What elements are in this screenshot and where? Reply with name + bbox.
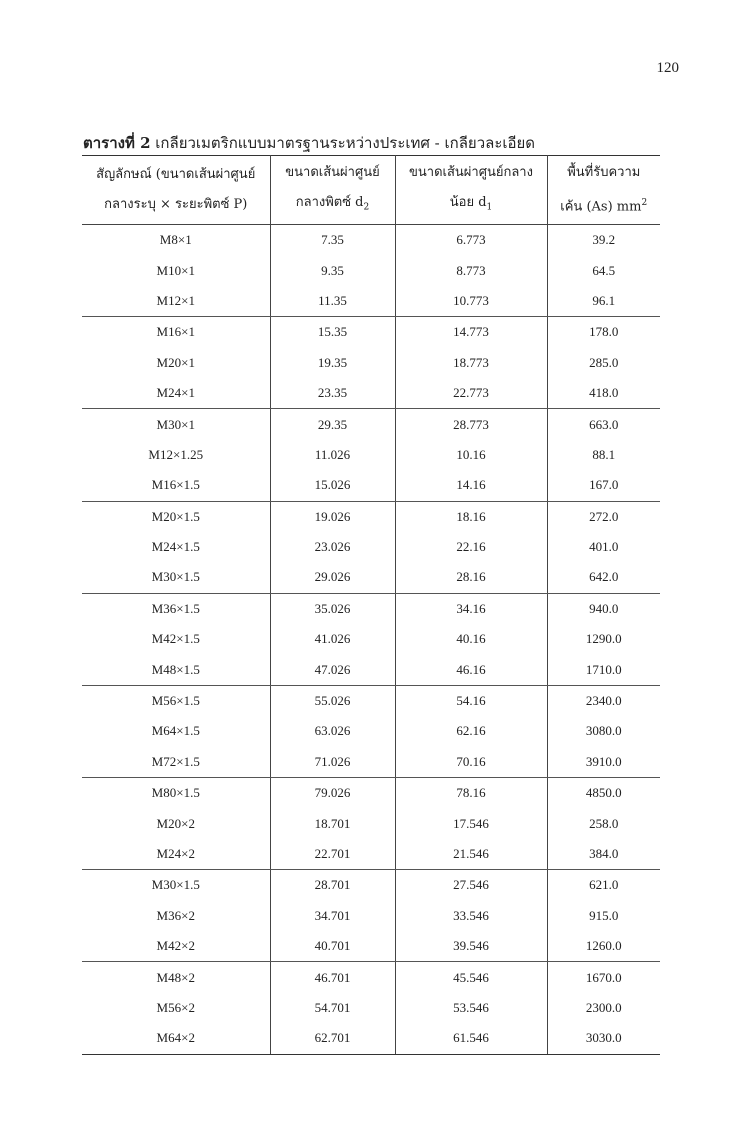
- cell-stress-area: 285.0: [589, 354, 619, 370]
- cell-stress-area: 915.0: [589, 907, 619, 923]
- cell-minor-diameter: 78.16: [395, 778, 547, 809]
- table-row: [82, 993, 660, 1023]
- cell-minor-diameter: 22.16: [395, 532, 547, 562]
- cell-minor-diameter: 33.546: [395, 901, 547, 931]
- cell-symbol: M10×1: [82, 255, 270, 285]
- cell-pitch-diameter: 29.35: [270, 409, 395, 440]
- cell-stress-area: 4850.0: [585, 785, 622, 801]
- cell-stress-area: 167.0: [547, 470, 660, 501]
- table-row: [82, 839, 660, 870]
- table-row: [82, 654, 660, 685]
- table-row: [82, 501, 660, 532]
- cell-stress-area: 940.0: [589, 600, 619, 616]
- table-row: [82, 225, 660, 256]
- cell-stress-area: 88.1: [592, 446, 616, 462]
- header-stress-area: พื้นที่รับความ เค้น (As) $mm^2$: [547, 156, 660, 225]
- cell-pitch-diameter: 11.026: [270, 440, 395, 470]
- table-row: [82, 532, 660, 562]
- cell-minor-diameter: 14.773: [395, 317, 547, 348]
- cell-pitch-diameter: 22.701: [270, 839, 395, 870]
- cell-minor-diameter: 22.773: [395, 378, 547, 409]
- cell-pitch-diameter: 63.026: [270, 716, 395, 746]
- cell-minor-diameter: 53.546: [395, 993, 547, 1023]
- cell-stress-area: 1670.0: [585, 969, 622, 985]
- cell-stress-area: 96.1: [547, 286, 660, 317]
- cell-pitch-diameter: 23.35: [270, 378, 395, 409]
- table-row: [82, 962, 660, 993]
- cell-stress-area: 418.0: [547, 378, 660, 409]
- table-row: [82, 593, 660, 624]
- cell-symbol: M8×1: [82, 225, 270, 256]
- table-row: [82, 286, 660, 317]
- cell-symbol: M30×1.5: [82, 562, 270, 593]
- cell-symbol: M30×1: [82, 409, 270, 440]
- cell-pitch-diameter: 15.026: [270, 470, 395, 501]
- table-row: [82, 716, 660, 746]
- cell-minor-diameter: 6.773: [395, 225, 547, 256]
- table-row: [82, 685, 660, 716]
- cell-minor-diameter: 28.16: [395, 562, 547, 593]
- table-row: [82, 440, 660, 470]
- header-pitch-diameter: ขนาดเส้นผ่าศูนย์ กลางพิตซ์ $d_2$: [270, 156, 395, 225]
- cell-minor-diameter: 46.16: [395, 654, 547, 685]
- cell-minor-diameter: 70.16: [395, 747, 547, 778]
- cell-stress-area: 3910.0: [547, 747, 660, 778]
- table-row: [82, 808, 660, 838]
- cell-pitch-diameter: 34.701: [270, 901, 395, 931]
- cell-symbol: M24×1: [82, 378, 270, 409]
- table-row: [82, 1023, 660, 1054]
- cell-symbol: M12×1.25: [82, 440, 270, 470]
- cell-symbol: M42×1.5: [82, 624, 270, 654]
- cell-pitch-diameter: 54.701: [270, 993, 395, 1023]
- cell-pitch-diameter: 7.35: [270, 225, 395, 256]
- cell-stress-area: 3030.0: [547, 1023, 660, 1054]
- table-row: [82, 624, 660, 654]
- cell-minor-diameter: 40.16: [395, 624, 547, 654]
- cell-pitch-diameter: 23.026: [270, 532, 395, 562]
- cell-pitch-diameter: 28.701: [270, 870, 395, 901]
- cell-minor-diameter: 17.546: [395, 808, 547, 838]
- cell-symbol: M80×1.5: [82, 778, 270, 809]
- caption-text: เกลียวเมตริกแบบมาตรฐานระหว่างประเทศ - เกลียวละเอียด: [155, 134, 536, 152]
- cell-symbol: M20×1.5: [82, 501, 270, 532]
- table-row: [82, 378, 660, 409]
- cell-symbol: M48×1.5: [82, 654, 270, 685]
- cell-pitch-diameter: 46.701: [270, 962, 395, 993]
- cell-symbol: M30×1.5: [82, 870, 270, 901]
- cell-minor-diameter: 10.16: [395, 440, 547, 470]
- cell-minor-diameter: 39.546: [395, 931, 547, 962]
- table-row: [82, 409, 660, 440]
- cell-stress-area: 2300.0: [585, 999, 622, 1015]
- caption-label: ตารางที่ 2: [83, 134, 151, 152]
- table-row: [82, 317, 660, 348]
- cell-minor-diameter: 62.16: [395, 716, 547, 746]
- cell-symbol: M48×2: [82, 962, 270, 993]
- cell-pitch-diameter: 35.026: [270, 593, 395, 624]
- cell-pitch-diameter: 18.701: [270, 808, 395, 838]
- table-row: [82, 348, 660, 378]
- cell-pitch-diameter: 55.026: [270, 685, 395, 716]
- cell-symbol: M20×2: [82, 808, 270, 838]
- cell-minor-diameter: 21.546: [395, 839, 547, 870]
- cell-minor-diameter: 54.16: [395, 685, 547, 716]
- cell-symbol: M64×2: [82, 1023, 270, 1054]
- cell-stress-area: 64.5: [592, 262, 616, 278]
- cell-pitch-diameter: 11.35: [270, 286, 395, 317]
- cell-stress-area: 621.0: [589, 877, 619, 893]
- header-row: [82, 156, 660, 225]
- cell-symbol: M64×1.5: [82, 716, 270, 746]
- cell-pitch-diameter: 41.026: [270, 624, 395, 654]
- cell-minor-diameter: 14.16: [395, 470, 547, 501]
- cell-pitch-diameter: 19.026: [270, 501, 395, 532]
- cell-pitch-diameter: 19.35: [270, 348, 395, 378]
- cell-minor-diameter: 18.16: [395, 501, 547, 532]
- table-row: [82, 470, 660, 501]
- cell-pitch-diameter: 71.026: [270, 747, 395, 778]
- cell-stress-area: 384.0: [547, 839, 660, 870]
- cell-symbol: M24×2: [82, 839, 270, 870]
- cell-pitch-diameter: 15.35: [270, 317, 395, 348]
- cell-symbol: M16×1: [82, 317, 270, 348]
- table-caption: [83, 131, 535, 155]
- table-row: [82, 747, 660, 778]
- cell-pitch-diameter: 9.35: [270, 255, 395, 285]
- cell-pitch-diameter: 79.026: [270, 778, 395, 809]
- page-number: 120: [656, 60, 679, 76]
- cell-stress-area: 1710.0: [547, 654, 660, 685]
- header-symbol: สัญลักษณ์ (ขนาดเส้นผ่าศูนย์ กลางระบุ × ระยะพิตซ์ P): [82, 156, 270, 225]
- cell-minor-diameter: 28.773: [395, 409, 547, 440]
- cell-stress-area: 1290.0: [585, 631, 622, 647]
- table-row: [82, 255, 660, 285]
- cell-symbol: M56×2: [82, 993, 270, 1023]
- cell-symbol: M16×1.5: [82, 470, 270, 501]
- table-row: [82, 562, 660, 593]
- table-row: [82, 901, 660, 931]
- cell-pitch-diameter: 62.701: [270, 1023, 395, 1054]
- cell-symbol: M42×2: [82, 931, 270, 962]
- cell-minor-diameter: 61.546: [395, 1023, 547, 1054]
- cell-stress-area: 642.0: [547, 562, 660, 593]
- table-body: [82, 225, 660, 1055]
- cell-stress-area: 178.0: [589, 324, 619, 340]
- cell-pitch-diameter: 29.026: [270, 562, 395, 593]
- cell-symbol: M20×1: [82, 348, 270, 378]
- cell-minor-diameter: 27.546: [395, 870, 547, 901]
- cell-stress-area: 258.0: [589, 815, 619, 831]
- table-row: [82, 870, 660, 901]
- cell-stress-area: 3080.0: [585, 723, 622, 739]
- cell-stress-area: 39.2: [592, 232, 616, 248]
- cell-minor-diameter: 10.773: [395, 286, 547, 317]
- cell-symbol: M36×1.5: [82, 593, 270, 624]
- cell-pitch-diameter: 47.026: [270, 654, 395, 685]
- cell-stress-area: 401.0: [589, 539, 619, 555]
- cell-symbol: M24×1.5: [82, 532, 270, 562]
- cell-symbol: M12×1: [82, 286, 270, 317]
- cell-minor-diameter: 18.773: [395, 348, 547, 378]
- cell-symbol: M56×1.5: [82, 685, 270, 716]
- cell-stress-area: 1260.0: [547, 931, 660, 962]
- cell-stress-area: 2340.0: [585, 693, 622, 709]
- header-minor-diameter: ขนาดเส้นผ่าศูนย์กลาง น้อย $d_1$: [395, 156, 547, 225]
- cell-minor-diameter: 45.546: [395, 962, 547, 993]
- cell-pitch-diameter: 40.701: [270, 931, 395, 962]
- cell-symbol: M72×1.5: [82, 747, 270, 778]
- thread-table: [82, 155, 660, 1055]
- cell-stress-area: 663.0: [589, 416, 619, 432]
- cell-symbol: M36×2: [82, 901, 270, 931]
- cell-minor-diameter: 34.16: [395, 593, 547, 624]
- table-row: [82, 931, 660, 962]
- cell-stress-area: 272.0: [589, 508, 619, 524]
- cell-minor-diameter: 8.773: [395, 255, 547, 285]
- table-row: [82, 778, 660, 809]
